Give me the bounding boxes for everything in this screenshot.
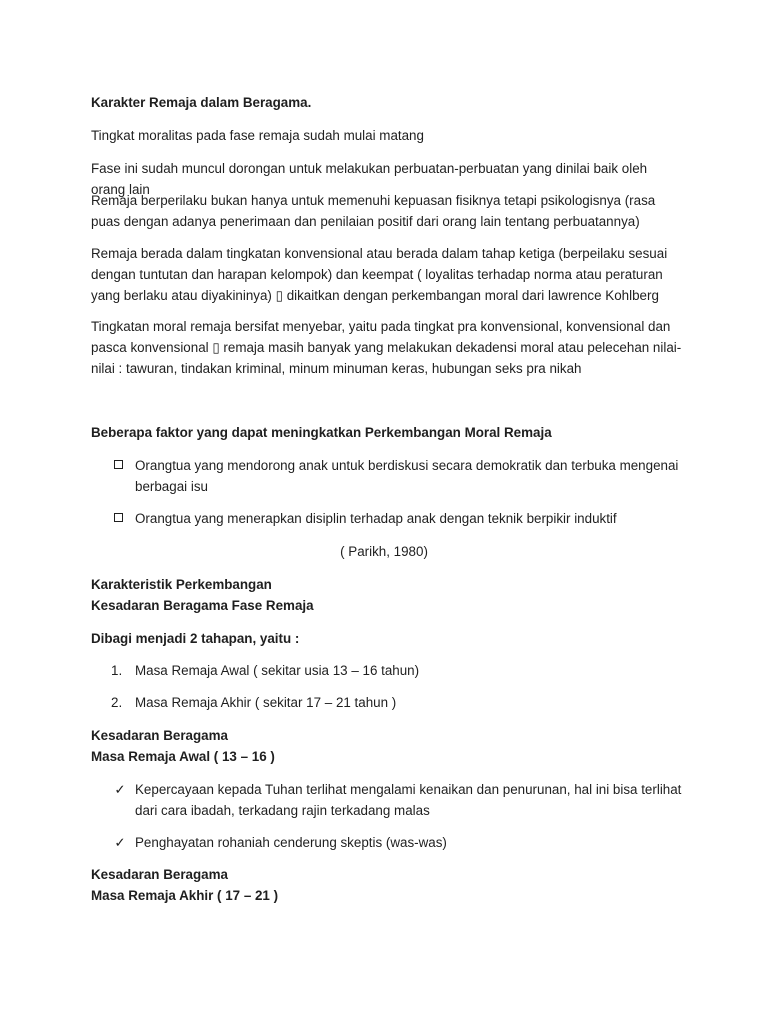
checkmark-icon: ✓ [114,782,126,797]
stage-list-item [91,660,684,681]
awal-item-text: Kepercayaan kepada Tuhan terlihat mengalami kenaikan dan penurunan, hal ini bisa terlihat dari cara ibadah, terkadang rajin terkadang malas [135,782,682,818]
faktor-heading: Beberapa faktor yang dapat meningkatkan Perkembangan Moral Remaja [91,425,552,440]
awal-list-item [91,779,684,821]
paragraph-moralitas: Tingkat moralitas pada fase remaja sudah mulai matang [91,128,424,143]
list-number: 1. [111,663,123,678]
faktor-item-text: Orangtua yang menerapkan disiplin terhadap anak dengan teknik berpikir induktif [135,511,617,526]
checkmark-icon: ✓ [114,835,126,850]
paragraph-tingkatan-moral: Tingkatan moral remaja bersifat menyebar, yaitu pada tingkat pra konvensional, konvensional dan pasca konvensional ▯ remaja masih banyak yang melakukan dekadensi moral atau pelecehan nilai-nilai : tawuran, tindakan kriminal, minum minuman keras, hubungan seks pra nikah [91,319,682,376]
document-title: Karakter Remaja dalam Beragama. [91,95,312,110]
karakteristik-heading-line2: Kesadaran Beragama Fase Remaja [91,598,314,613]
list-number: 2. [111,695,123,710]
stage-list-item [91,692,684,713]
stage-text: Masa Remaja Awal ( sekitar usia 13 – 16 tahun) [135,663,420,678]
stage-text: Masa Remaja Akhir ( sekitar 17 – 21 tahun ) [135,695,397,710]
karakteristik-heading-line1: Karakteristik Perkembangan [91,577,272,592]
awal-item-text: Penghayatan rohaniah cenderung skeptis (was-was) [135,835,447,850]
paragraph-konvensional: Remaja berada dalam tingkatan konvensional atau berada dalam tahap ketiga (berpeilaku sesuai dengan tuntutan dan harapan kelompok) dan keempat ( loyalitas terhadap norma atau peraturan yang berlaku atau diyakininya) ▯ dikaitkan dengan perkembangan moral dari lawrence Kohlberg [91,246,668,303]
faktor-list-item [91,508,684,529]
faktor-list-item [91,455,684,497]
checkbox-bullet-icon [114,460,123,469]
checkbox-bullet-icon [114,513,123,522]
akhir-heading-line1: Kesadaran Beragama [91,867,228,882]
awal-list-item [91,832,684,853]
paragraph-dorongan: Fase ini sudah muncul dorongan untuk melakukan perbuatan-perbuatan yang dinilai baik oleh orang lain [91,161,648,197]
akhir-heading-line2: Masa Remaja Akhir ( 17 – 21 ) [91,888,279,903]
faktor-item-text: Orangtua yang mendorong anak untuk berdiskusi secara demokratik dan terbuka mengenai berbagai isu [135,458,679,494]
awal-heading-line1: Kesadaran Beragama [91,728,228,743]
awal-heading-line2: Masa Remaja Awal ( 13 – 16 ) [91,749,275,764]
citation: ( Parikh, 1980) [340,544,428,559]
paragraph-perilaku: Remaja berperilaku bukan hanya untuk memenuhi kepuasan fisiknya tetapi psikologisnya (rasa puas dengan adanya penerimaan dan penilaian positif dari orang lain tentang perbuatannya) [91,193,656,229]
tahapan-subheading: Dibagi menjadi 2 tahapan, yaitu : [91,631,300,646]
